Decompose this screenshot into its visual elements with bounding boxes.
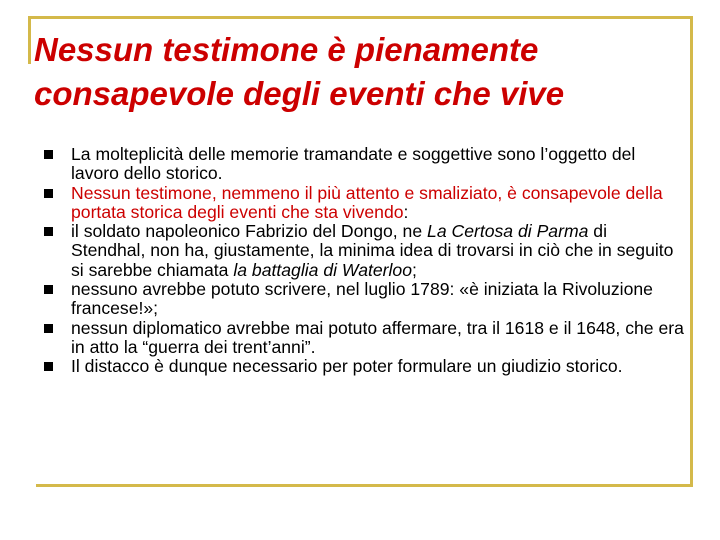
- bullet-highlight-text: Nessun testimone, nemmeno il più attento e smaliziato, è consapevole della portata storica degli eventi che sta vivendo: [71, 182, 663, 222]
- bullet-text: nessun diplomatico avrebbe mai potuto affermare, tra il 1618 e il 1648, che era in atto la “guerra dei trent’anni”.: [71, 317, 684, 357]
- bullet-text: :: [403, 201, 409, 222]
- bullet-item: [44, 222, 684, 280]
- bullet-item: [44, 319, 684, 358]
- square-bullet-icon: [44, 150, 53, 159]
- square-bullet-icon: [44, 227, 53, 236]
- bullet-item: [44, 280, 684, 319]
- frame-line-left: [28, 16, 31, 64]
- book-title-text: La Certosa di Parma: [427, 221, 589, 242]
- bullet-text: ;: [412, 259, 417, 280]
- slide-title-line-1: Nessun testimone è pienamente: [34, 31, 539, 68]
- bullet-text: di Stendhal, non ha, giustamente, la minima idea di trovarsi in ciò che in seguito si sarebbe chiamata: [71, 221, 674, 280]
- frame-line-right: [690, 16, 693, 484]
- bullet-list: [44, 145, 684, 377]
- bullet-text: il soldato napoleonico Fabrizio del Dongo, ne: [71, 221, 428, 242]
- square-bullet-icon: [44, 285, 53, 294]
- square-bullet-icon: [44, 189, 53, 198]
- square-bullet-icon: [44, 324, 53, 333]
- bullet-item: [44, 184, 684, 223]
- slide-title-line-2: consapevole degli eventi che vive: [34, 75, 565, 112]
- slide-title: [34, 28, 674, 116]
- bullet-text: Il distacco è dunque necessario per poter formulare un giudizio storico.: [71, 356, 623, 377]
- frame-line-bottom: [36, 484, 693, 487]
- bullet-item: [44, 357, 684, 376]
- battle-name-text: la battaglia di Waterloo: [233, 259, 412, 280]
- frame-line-top: [28, 16, 693, 19]
- bullet-item: [44, 145, 684, 184]
- bullet-text: La molteplicità delle memorie tramandate e soggettive sono l’oggetto del lavoro dello storico.: [71, 144, 636, 184]
- bullet-text: nessuno avrebbe potuto scrivere, nel luglio 1789: «è iniziata la Rivoluzione francese!»;: [71, 279, 653, 319]
- square-bullet-icon: [44, 362, 53, 371]
